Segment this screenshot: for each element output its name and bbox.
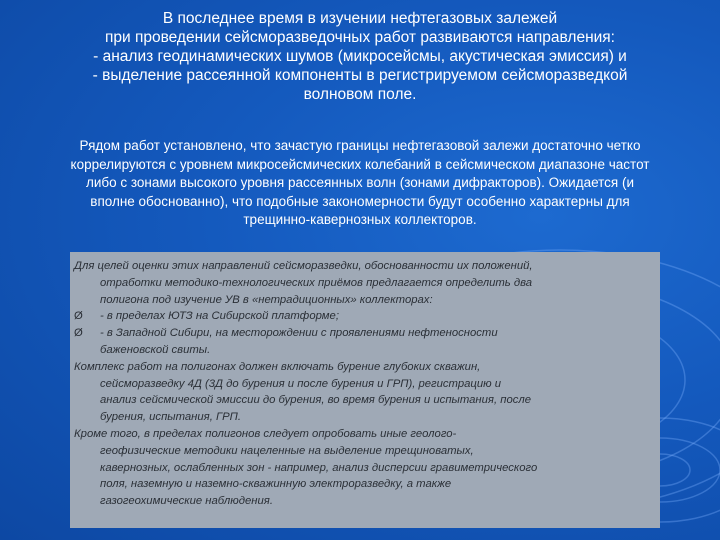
title-line: волновом поле. (303, 86, 417, 103)
bullet-item (74, 325, 658, 342)
paragraph-line: вполне обоснованно), что подобные закономерности будут особенно характерны для (90, 193, 630, 209)
panel-line: полигона под изучение УВ в «нетрадиционных» коллекторах: (100, 293, 433, 306)
paragraph-line: трещинно-кавернозных коллекторов. (243, 212, 477, 227)
panel-line: кавернозных, ослабленных зон - например, анализ дисперсии гравиметрического (100, 461, 538, 474)
panel-line: анализ сейсмической эмиссии до бурения, во время бурения и испытания, после (100, 394, 532, 407)
slide-title (30, 9, 690, 104)
title-line: - анализ геодинамических шумов (микросейсмы, акустическая эмиссия) и (93, 48, 627, 65)
bullet-item-text: - в Западной Сибири, на месторождении с проявлениями нефтеносности (100, 327, 498, 340)
panel-line: Для целей оценки этих направлений сейсморазведки, обоснованности их положений, (74, 260, 533, 272)
panel-line: бурения, испытания, ГРП. (100, 411, 241, 424)
panel-line: сейсморазведку 4Д (3Д до бурения и после бурения и ГРП), регистрацию и (100, 377, 502, 390)
arrow-bullet-icon: Ø (74, 327, 83, 340)
paragraph-line: коррелируются с уровнем микросейсмических колебаний в сейсмическом диапазоне частот (70, 156, 650, 172)
intro-paragraph (10, 137, 710, 230)
arrow-bullet-icon: Ø (74, 310, 83, 323)
info-panel-text (74, 258, 658, 510)
title-line: В последнее время в изучении нефтегазовых залежей (162, 10, 558, 27)
panel-line: поля, наземную и наземно-скважинную электроразведку, а также (100, 478, 452, 491)
panel-line: отработки методико-технологических приёмов предлагается определить два (100, 276, 533, 289)
panel-line: газогеохимические наблюдения. (100, 495, 273, 508)
paragraph-line: либо с зонами высокого уровня рассеянных волн (зонами дифракторов). Ожидается (и (85, 175, 635, 190)
bullet-item-text: - в пределах ЮТЗ на Сибирской платформе; (100, 310, 339, 323)
panel-line: Комплекс работ на полигонах должен включать бурение глубоких скважин, (74, 360, 481, 373)
title-line: - выделение рассеянной компоненты в регистрируемом сейсморазведкой (92, 67, 628, 84)
bullet-item (74, 308, 658, 325)
panel-line: баженовской свиты. (100, 343, 211, 356)
panel-line: геофизические методики нацеленные на выделение трещиноватых, (100, 444, 474, 457)
paragraph-line: Рядом работ установлено, что зачастую границы нефтегазовой залежи достаточно четко (79, 138, 641, 153)
title-line: при проведении сейсморазведочных работ развиваются направления: (104, 29, 615, 46)
panel-line: Кроме того, в пределах полигонов следует опробовать иные геолого- (74, 427, 457, 440)
